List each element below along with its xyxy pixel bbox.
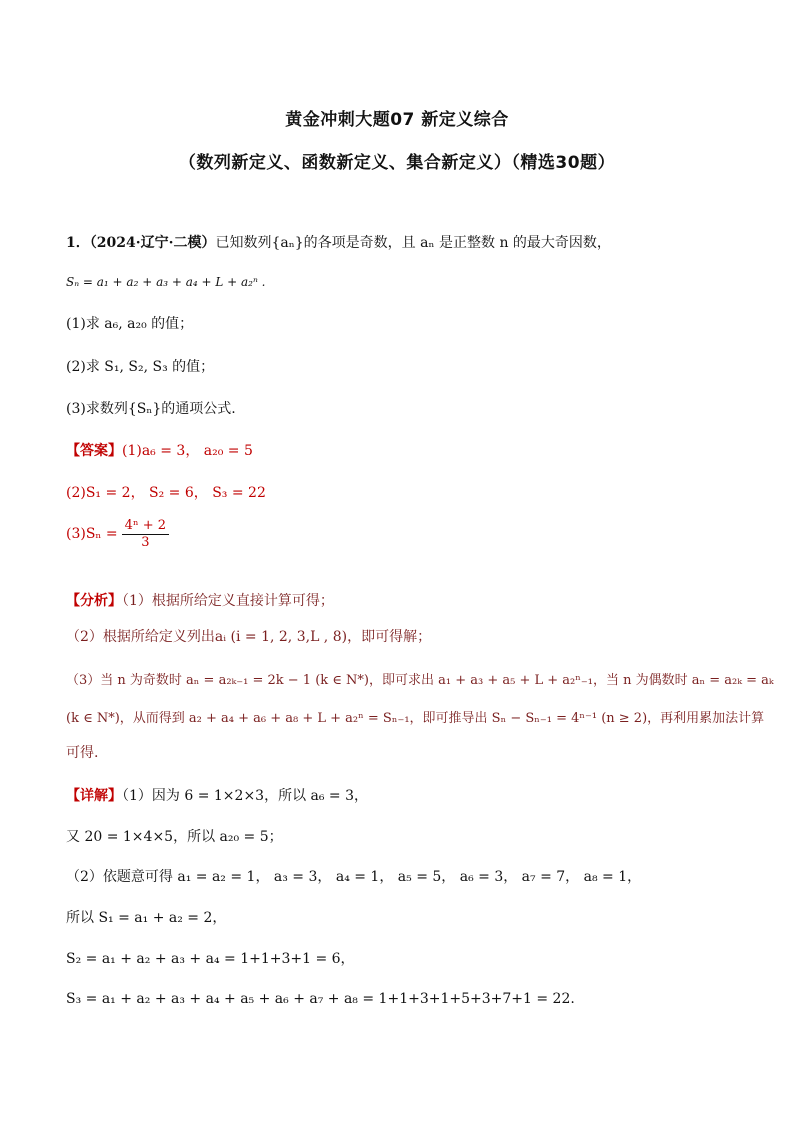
analysis-3c: 可得. — [66, 745, 99, 761]
detail-label: 【详解】 — [66, 788, 122, 804]
answer-1: (1)a₆ = 3， a₂₀ = 5 — [122, 443, 253, 459]
answer-line-3 — [66, 516, 734, 552]
fraction-numerator: 4ⁿ + 2 — [122, 518, 169, 535]
analysis-label: 【分析】 — [66, 593, 122, 609]
answer-line-1 — [66, 440, 734, 462]
analysis-3a: （3）当 n 为奇数时 aₙ = a₂ₖ₋₁ = 2k − 1 (k ∈ N*)，即可求出 a₁ + a₃ + a₅ + L + a₂ⁿ₋₁，当 n 为偶数时 aₙ = a₂ₖ = aₖ — [66, 673, 774, 688]
detail-4: 所以 S₁ = a₁ + a₂ = 2， — [66, 910, 227, 926]
question-1: (1)求 a₆, a₂₀ 的值； — [66, 316, 194, 332]
problem-stem: 已知数列{aₙ}的各项是奇数，且 aₙ 是正整数 n 的最大奇因数， — [215, 235, 611, 251]
page-subtitle: （数列新定义、函数新定义、集合新定义）（精选30题） — [178, 153, 616, 173]
detail-line-1 — [66, 785, 734, 807]
problem-source: （2024·辽宁·二模） — [89, 235, 216, 251]
detail-3: （2）依题意可得 a₁ = a₂ = 1， a₃ = 3， a₄ = 1， a₅ = 5， a₆ = 3， a₇ = 7， a₈ = 1， — [66, 869, 642, 885]
detail-2: 又 20 = 1×4×5，所以 a₂₀ = 5； — [66, 829, 283, 845]
analysis-1: （1）根据所给定义直接计算可得； — [122, 593, 334, 609]
problem-stem-line — [66, 232, 734, 254]
sum-definition: Sₙ = a₁ + a₂ + a₃ + a₄ + L + a₂ⁿ . — [66, 275, 266, 289]
answer-label: 【答案】 — [66, 443, 122, 459]
detail-6: S₃ = a₁ + a₂ + a₃ + a₄ + a₅ + a₆ + a₇ + a₈ = 1+1+3+1+5+3+7+1 = 22. — [66, 991, 575, 1007]
question-3: (3)求数列{Sₙ}的通项公式. — [66, 401, 236, 417]
page-title: 黄金冲刺大题07 新定义综合 — [285, 110, 509, 130]
fraction-denominator: 3 — [141, 534, 150, 550]
answer-3-prefix: (3)Sₙ = — [66, 526, 118, 542]
analysis-2: （2）根据所给定义列出aᵢ (i = 1, 2, 3,L , 8)，即可得解； — [66, 629, 432, 645]
problem-number: 1． — [66, 235, 90, 251]
analysis-3b: (k ∈ N*)，从而得到 a₂ + a₄ + a₆ + a₈ + L + a₂ⁿ = Sₙ₋₁，即可推导出 Sₙ − Sₙ₋₁ = 4ⁿ⁻¹ (n ≥ 2)，再利用累加法计算 — [66, 711, 765, 726]
analysis-line-1 — [66, 590, 734, 612]
question-2: (2)求 S₁, S₂, S₃ 的值； — [66, 359, 215, 375]
answer-3-fraction — [122, 518, 169, 551]
answer-2: (2)S₁ = 2， S₂ = 6， S₃ = 22 — [66, 485, 266, 501]
detail-1: （1）因为 6 = 1×2×3，所以 a₆ = 3， — [122, 788, 369, 804]
detail-5: S₂ = a₁ + a₂ + a₃ + a₄ = 1+1+3+1 = 6， — [66, 951, 355, 967]
